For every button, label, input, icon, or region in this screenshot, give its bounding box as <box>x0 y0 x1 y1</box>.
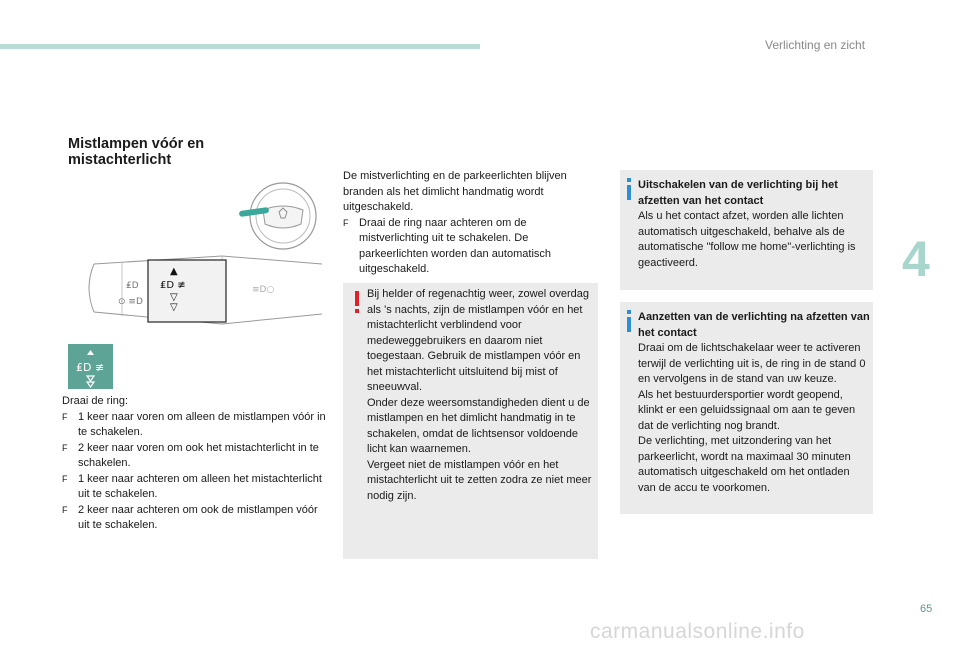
svg-text:≡D○: ≡D○ <box>252 285 275 295</box>
info-i-icon <box>626 178 632 200</box>
info-box-lights-off <box>620 170 873 290</box>
running-header: Verlichting en zicht <box>765 38 866 52</box>
info-box-paragraph: Als het bestuurdersportier wordt geopend, klinkt er een geluidssignaal om aan te geven dat de verlichting nog brandt. <box>638 388 856 432</box>
info-box-paragraph: De verlichting, met uitzondering van het parkeerlicht, wordt na maximaal 30 minuten automatisch uitgeschakeld om het ontladen van de accu te voorkomen. <box>638 435 851 494</box>
svg-text:▲: ▲ <box>170 266 178 277</box>
left-intro: Draai de ring: <box>62 395 129 407</box>
svg-text:₤D ≢: ₤D ≢ <box>76 361 105 374</box>
section-title: Mistlampen vóór en mistachterlicht <box>68 136 205 168</box>
page-number: 65 <box>920 603 933 615</box>
info-box-title: Uitschakelen van de verlichting bij het afzetten van het contact <box>638 179 838 207</box>
steering-wheel-illustration <box>235 180 325 252</box>
svg-text:▽: ▽ <box>170 292 178 303</box>
warning-paragraph: Vergeet niet de mistlampen vóór en het mistachterlicht uit te zetten zodra ze niet meer nodig zijn. <box>367 458 592 502</box>
svg-text:₤D ≢: ₤D ≢ <box>160 280 186 291</box>
warning-box <box>343 283 598 559</box>
watermark: carmanualsonline.info <box>590 620 805 643</box>
info-box-lights-on <box>620 302 873 514</box>
svg-text:⊙ ≡D: ⊙ ≡D <box>118 297 143 307</box>
list-item: F 1 keer naar achteren om alleen het mistachterlicht uit te schakelen. <box>62 472 322 500</box>
header-accent-bar <box>0 44 480 49</box>
list-item: F 1 keer naar voren om alleen de mistlampen vóór in te schakelen. <box>62 410 326 438</box>
svg-text:▽: ▽ <box>170 302 178 313</box>
list-item: F 2 keer naar voren om ook het mistachterlicht in te schakelen. <box>62 441 319 469</box>
chapter-number: 4 <box>902 231 930 287</box>
svg-text:₤D: ₤D <box>126 281 139 291</box>
info-box-paragraph: Draai om de lichtschakelaar weer te activeren terwijl de verlichting uit is, de ring in de stand 0 en vervolgens in de stand van uw keuze. <box>638 342 866 385</box>
warning-exclamation-icon <box>353 291 361 313</box>
middle-intro: De mistverlichting en de parkeerlichten blijven branden als het dimlicht handmatig wordt uitgeschakeld. <box>343 170 567 213</box>
info-i-icon <box>626 310 632 332</box>
warning-paragraph: Onder deze weersomstandigheden dient u de mistlampen en het dimlicht handmatig in te schakelen, omdat de lichtsensor voldoende licht kan waarnemen. <box>367 396 590 455</box>
list-item: F Draai de ring naar achteren om de mistverlichting uit te schakelen. De parkeerlichten worden dan automatisch uitgeschakeld. <box>343 216 552 275</box>
fog-light-icon <box>68 344 113 389</box>
warning-paragraph: Bij helder of regenachtig weer, zowel overdag als 's nachts, zijn de mistlampen vóór en het mistachterlicht verblindend voor medeweggebruikers en daarom niet toegestaan. Gebruik de mistlampen vóór en het mistachterlicht uitsluitend bij mist of sneeuwval. <box>367 288 589 393</box>
info-box-title: Aanzetten van de verlichting na afzetten van het contact <box>638 311 870 339</box>
info-box-body: Als u het contact afzet, worden alle lichten automatisch uitgeschakeld, behalve als de automatische "follow me home"-verlichting is geactiveerd. <box>638 210 856 269</box>
list-item: F 2 keer naar achteren om ook de mistlampen vóór uit te schakelen. <box>62 503 318 531</box>
left-column-text <box>62 394 327 534</box>
light-stalk-illustration <box>82 252 324 327</box>
middle-column-text <box>343 169 595 278</box>
